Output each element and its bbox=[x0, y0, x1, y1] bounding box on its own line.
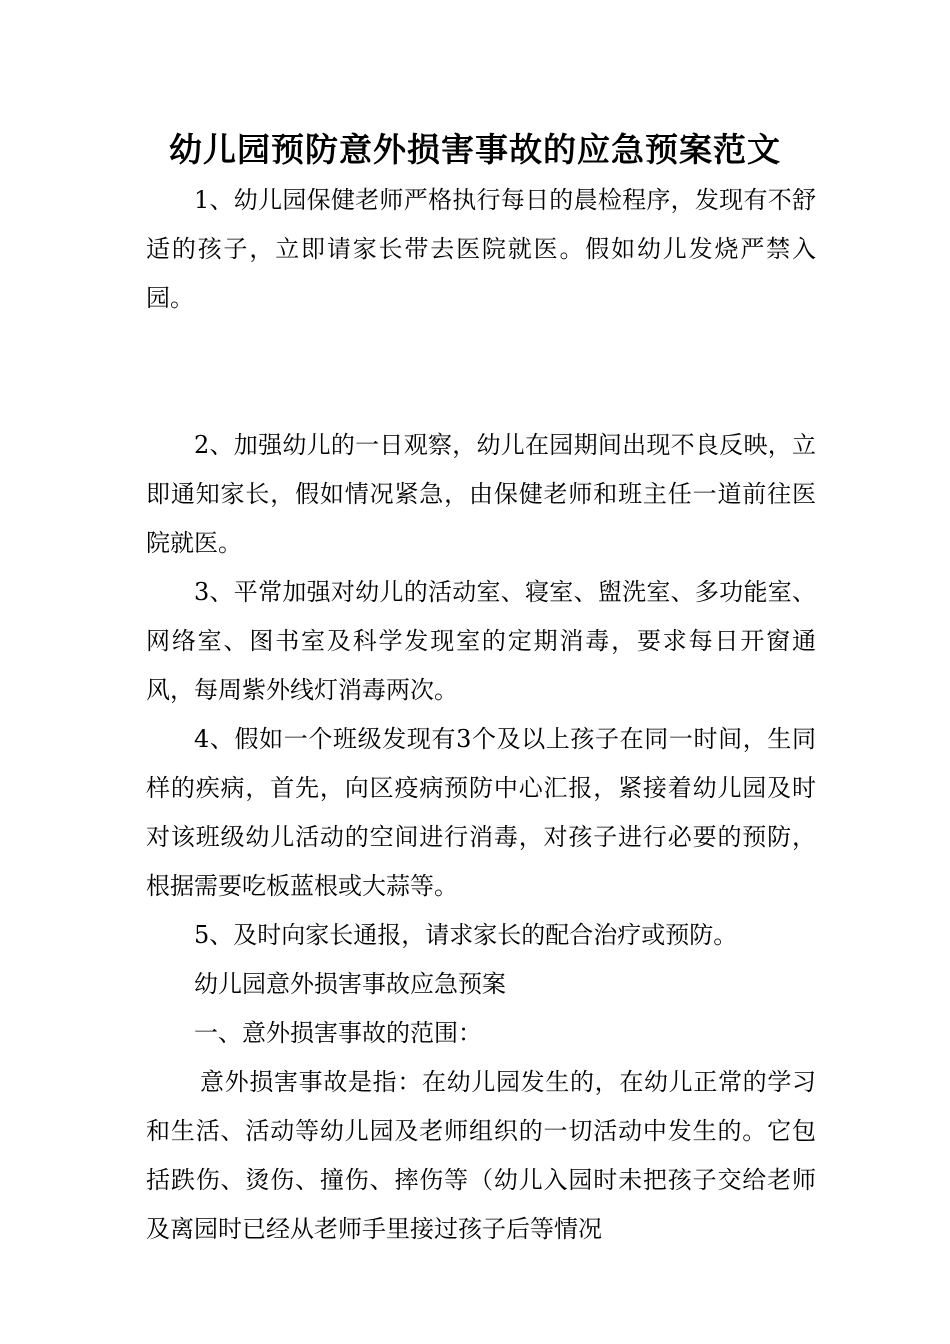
document-body bbox=[146, 176, 816, 1254]
paragraph-scope-definition: 意外损害事故是指：在幼儿园发生的，在幼儿正常的学习和生活、活动等幼儿园及老师组织的一切活动中发生的。它包括跌伤、烫伤、撞伤、摔伤等（幼儿入园时未把孩子交给老师及离园时已经从老师手里接过孩子后等情况 bbox=[146, 1068, 816, 1243]
paragraph-daily-observation: 2、加强幼儿的一日观察，幼儿在园期间出现不良反映，立即通知家长，假如情况紧急，由保健老师和班主任一道前往医院就医。 bbox=[146, 431, 816, 557]
paragraph-morning-check: 1、幼儿园保健老师严格执行每日的晨检程序，发现有不舒适的孩子，立即请家长带去医院就医。假如幼儿发烧严禁入园。 bbox=[146, 186, 816, 312]
paragraph-outbreak-report: 4、假如一个班级发现有3个及以上孩子在同一时间，生同样的疾病，首先，向区疫病预防中心汇报，紧接着幼儿园及时对该班级幼儿活动的空间进行消毒，对孩子进行必要的预防，根据需要吃板蓝根或大蒜等。 bbox=[146, 725, 816, 900]
section-heading-scope: 一、意外损害事故的范围： bbox=[194, 1019, 482, 1047]
section-heading-emergency-plan: 幼儿园意外损害事故应急预案 bbox=[194, 970, 506, 998]
paragraph-parent-notice: 5、及时向家长通报，请求家长的配合治疗或预防。 bbox=[194, 921, 738, 949]
document-title: 幼儿园预防意外损害事故的应急预案范文 bbox=[169, 130, 781, 169]
paragraph-disinfection: 3、平常加强对幼儿的活动室、寝室、盥洗室、多功能室、网络室、图书室及科学发现室的定期消毒，要求每日开窗通风，每周紫外线灯消毒两次。 bbox=[146, 578, 816, 704]
